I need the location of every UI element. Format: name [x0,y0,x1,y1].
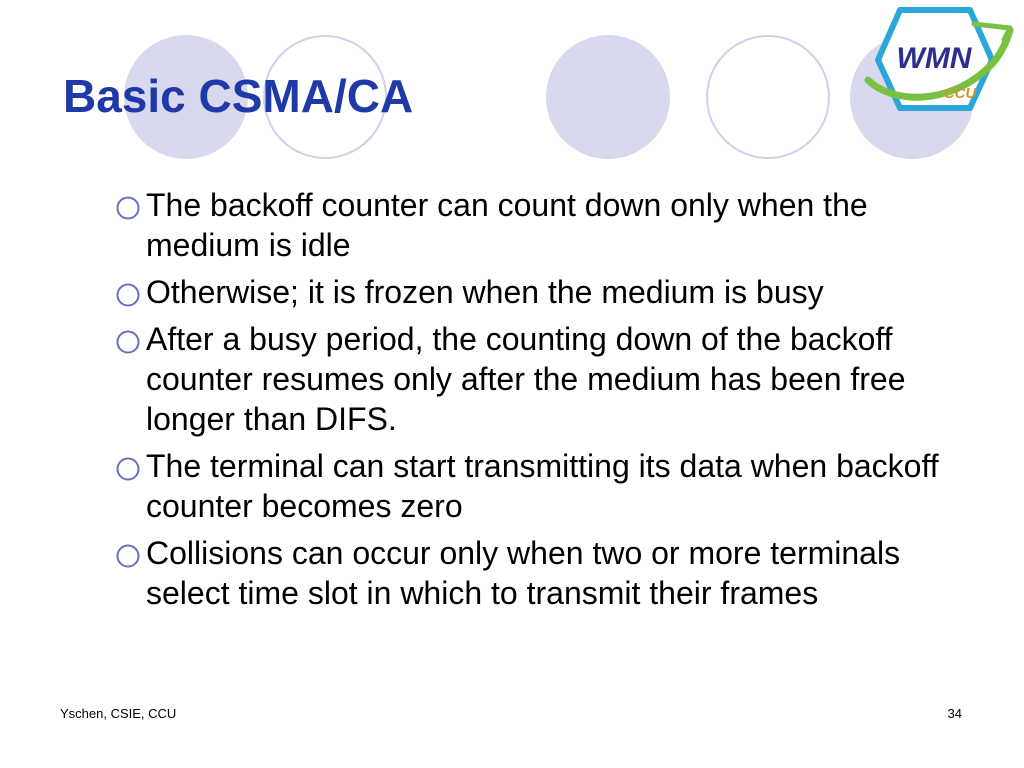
bullet-item [115,533,985,613]
bullet-list [115,185,985,620]
logo-text: WMN [896,42,972,75]
bullet-item [115,272,985,312]
slide-title: Basic CSMA/CA [63,70,414,122]
bullet-item [115,185,985,265]
decor-circle-3 [546,35,670,159]
bullet-text: The backoff counter can count down only when the medium is idle [146,187,868,263]
hollow-circle-icon [115,543,141,569]
page-number: 34 [947,706,962,721]
hollow-circle-icon [115,456,141,482]
bullet-text: The terminal can start transmitting its data when backoff counter becomes zero [146,448,939,524]
logo-subtext: CCU [943,85,977,102]
bullet-item [115,319,985,439]
hollow-circle-icon [115,195,141,221]
hollow-circle-icon [115,329,141,355]
bullet-item [115,446,985,526]
bullet-text: Otherwise; it is frozen when the medium is busy [146,274,824,310]
hollow-circle-icon [115,282,141,308]
wmn-ccu-logo [864,6,1014,114]
bullet-text: After a busy period, the counting down of the backoff counter resumes only after the medium has been free longer than DIFS. [146,321,906,437]
footer-author: Yschen, CSIE, CCU [60,706,177,721]
decor-circle-4 [707,36,829,158]
bullet-text: Collisions can occur only when two or more terminals select time slot in which to transmit their frames [146,535,901,611]
